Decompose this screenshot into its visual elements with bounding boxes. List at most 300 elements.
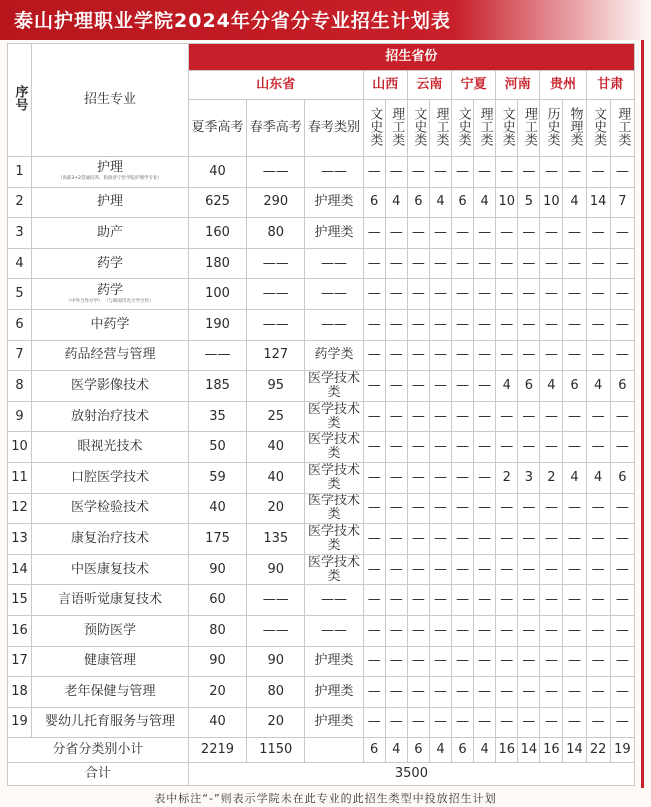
province-count: —	[385, 157, 407, 188]
subtotal-category	[305, 738, 363, 763]
province-count: —	[610, 707, 634, 738]
major-name	[32, 371, 189, 402]
row-index: 9	[8, 401, 32, 432]
summer-count: 100	[188, 279, 246, 310]
spring-category: 护理类	[305, 646, 363, 677]
province-count: —	[385, 585, 407, 616]
province-header: 甘肃	[586, 71, 634, 100]
major-label: 药学	[96, 282, 123, 298]
province-count: —	[586, 493, 610, 524]
province-count: —	[540, 309, 563, 340]
province-subcol-header: 理工类	[429, 100, 451, 157]
province-count: —	[563, 615, 586, 646]
spring-count: ——	[247, 248, 305, 279]
province-count: 4	[540, 371, 563, 402]
province-count: —	[452, 493, 474, 524]
province-count: —	[363, 493, 385, 524]
spring-category: 医学技术类	[305, 493, 363, 524]
province-count: —	[518, 585, 540, 616]
spring-category: 医学技术类	[305, 371, 363, 402]
province-count: —	[474, 615, 496, 646]
row-index: 12	[8, 493, 32, 524]
province-count: —	[452, 279, 474, 310]
province-count: —	[429, 371, 451, 402]
province-count: —	[474, 371, 496, 402]
total-value: 3500	[188, 763, 634, 786]
province-count: —	[563, 218, 586, 249]
summer-count: 60	[188, 585, 246, 616]
province-count: 4	[429, 187, 451, 218]
province-count: —	[385, 462, 407, 493]
province-count: —	[452, 554, 474, 585]
province-subcol-header: 理工类	[385, 100, 407, 157]
major-label: 护理	[96, 194, 123, 210]
province-count: —	[407, 279, 429, 310]
subtotal-province: 4	[429, 738, 451, 763]
spring-category: ——	[305, 615, 363, 646]
spring-category: 药学类	[305, 340, 363, 371]
province-count: —	[563, 646, 586, 677]
province-subcol-header: 理工类	[474, 100, 496, 157]
spring-count: 90	[247, 554, 305, 585]
province-count: —	[407, 248, 429, 279]
province-count: —	[407, 524, 429, 555]
province-count: —	[474, 646, 496, 677]
subtotal-province: 4	[385, 738, 407, 763]
row-index: 7	[8, 340, 32, 371]
province-count: —	[385, 218, 407, 249]
col-header-category: 春考类别	[305, 100, 363, 157]
spring-category: 护理类	[305, 677, 363, 708]
spring-category: 护理类	[305, 218, 363, 249]
table-row	[8, 493, 635, 524]
province-count: —	[363, 401, 385, 432]
spring-count: ——	[247, 585, 305, 616]
province-count: —	[385, 279, 407, 310]
province-count: —	[610, 493, 634, 524]
province-count: —	[385, 615, 407, 646]
subtotal-label: 分省分类别小计	[8, 738, 189, 763]
province-count: —	[540, 248, 563, 279]
province-subcol-header: 文史类	[363, 100, 385, 157]
province-count: —	[540, 157, 563, 188]
province-count: —	[474, 157, 496, 188]
province-subcol-header: 理工类	[610, 100, 634, 157]
province-count: —	[496, 279, 518, 310]
province-count: —	[474, 677, 496, 708]
province-count: —	[610, 615, 634, 646]
table-row	[8, 707, 635, 738]
province-count: 14	[586, 187, 610, 218]
subtotal-province: 22	[586, 738, 610, 763]
province-count: 2	[540, 462, 563, 493]
row-index: 10	[8, 432, 32, 463]
row-index: 6	[8, 309, 32, 340]
province-count: 6	[407, 187, 429, 218]
major-header: 招生专业	[32, 44, 189, 157]
province-count: —	[452, 707, 474, 738]
province-count: —	[474, 462, 496, 493]
spring-category: ——	[305, 279, 363, 310]
province-count: —	[363, 432, 385, 463]
province-count: —	[610, 279, 634, 310]
province-count: —	[610, 677, 634, 708]
table-row	[8, 615, 635, 646]
major-name	[32, 524, 189, 555]
province-count: —	[363, 462, 385, 493]
province-count: —	[540, 646, 563, 677]
province-count: —	[563, 524, 586, 555]
table-row	[8, 218, 635, 249]
province-count: —	[429, 646, 451, 677]
province-count: —	[496, 677, 518, 708]
row-index: 13	[8, 524, 32, 555]
summer-count: 160	[188, 218, 246, 249]
major-name	[32, 462, 189, 493]
province-count: —	[586, 279, 610, 310]
major-name	[32, 585, 189, 616]
major-label: 中药学	[90, 316, 130, 332]
province-count: —	[407, 157, 429, 188]
major-label: 预防医学	[83, 622, 136, 638]
major-label: 口腔医学技术	[70, 469, 149, 485]
province-count: —	[407, 493, 429, 524]
province-header: 宁夏	[452, 71, 496, 100]
province-count: —	[429, 615, 451, 646]
province-count: —	[496, 554, 518, 585]
table-row	[8, 279, 635, 310]
table-row	[8, 585, 635, 616]
summer-count: 20	[188, 677, 246, 708]
province-count: —	[496, 646, 518, 677]
table-row	[8, 432, 635, 463]
province-count: —	[496, 157, 518, 188]
major-name	[32, 401, 189, 432]
spring-category: 医学技术类	[305, 524, 363, 555]
province-count: —	[610, 248, 634, 279]
province-count: —	[385, 524, 407, 555]
province-count: —	[385, 401, 407, 432]
major-label: 医学影像技术	[70, 377, 149, 393]
province-count: —	[363, 340, 385, 371]
spring-count: ——	[247, 157, 305, 188]
province-header: 云南	[407, 71, 451, 100]
table-row	[8, 462, 635, 493]
province-count: —	[610, 585, 634, 616]
province-count: —	[496, 493, 518, 524]
province-subcol-header: 历史类	[540, 100, 563, 157]
province-subcol-header: 文史类	[452, 100, 474, 157]
province-count: —	[518, 554, 540, 585]
province-count: —	[540, 585, 563, 616]
province-count: —	[407, 677, 429, 708]
summer-count: ——	[188, 340, 246, 371]
province-count: —	[496, 615, 518, 646]
province-count: 10	[496, 187, 518, 218]
province-count: —	[363, 279, 385, 310]
row-index: 18	[8, 677, 32, 708]
province-count: —	[429, 462, 451, 493]
province-count: —	[363, 615, 385, 646]
col-header-spring: 春季高考	[247, 100, 305, 157]
province-count: —	[407, 401, 429, 432]
subtotal-province: 14	[563, 738, 586, 763]
province-count: —	[407, 432, 429, 463]
province-subcol-header: 文史类	[586, 100, 610, 157]
decorative-right-border	[641, 40, 644, 788]
province-count: —	[563, 248, 586, 279]
spring-category: ——	[305, 309, 363, 340]
province-count: —	[518, 493, 540, 524]
province-count: —	[540, 707, 563, 738]
subtotal-province: 16	[540, 738, 563, 763]
table-row	[8, 248, 635, 279]
province-count: 4	[474, 187, 496, 218]
province-count: —	[518, 524, 540, 555]
spring-category: 护理类	[305, 187, 363, 218]
province-count: —	[452, 462, 474, 493]
province-count: —	[496, 707, 518, 738]
province-count: —	[518, 677, 540, 708]
spring-count: 135	[247, 524, 305, 555]
province-count: —	[385, 309, 407, 340]
province-count: 6	[363, 187, 385, 218]
province-count: 4	[385, 187, 407, 218]
spring-count: ——	[247, 309, 305, 340]
spring-category: 医学技术类	[305, 462, 363, 493]
summer-count: 90	[188, 554, 246, 585]
province-count: 3	[518, 462, 540, 493]
table-row	[8, 309, 635, 340]
spring-count: 90	[247, 646, 305, 677]
province-count: —	[496, 309, 518, 340]
province-count: —	[610, 309, 634, 340]
spring-count: 80	[247, 218, 305, 249]
table-row	[8, 157, 635, 188]
major-label: 药学	[96, 255, 123, 271]
major-name	[32, 554, 189, 585]
major-name	[32, 707, 189, 738]
province-count: —	[518, 707, 540, 738]
province-count: —	[563, 493, 586, 524]
province-count: —	[610, 340, 634, 371]
spring-count: 290	[247, 187, 305, 218]
province-count: —	[563, 585, 586, 616]
province-count: —	[363, 646, 385, 677]
province-count: —	[363, 524, 385, 555]
summer-count: 190	[188, 309, 246, 340]
subtotal-province: 4	[474, 738, 496, 763]
spring-category: ——	[305, 157, 363, 188]
province-count: —	[429, 585, 451, 616]
table-row	[8, 401, 635, 432]
table-row	[8, 340, 635, 371]
province-count: —	[540, 493, 563, 524]
province-count: —	[407, 646, 429, 677]
province-count: —	[452, 585, 474, 616]
summer-count: 59	[188, 462, 246, 493]
table-row	[8, 524, 635, 555]
province-count: —	[586, 218, 610, 249]
province-count: 4	[586, 371, 610, 402]
province-count: —	[452, 309, 474, 340]
province-count: —	[586, 157, 610, 188]
major-label: 婴幼儿托育服务与管理	[44, 714, 175, 730]
province-count: —	[496, 585, 518, 616]
footnote: 表中标注“-”则表示学院未在此专业的此招生类型中投放招生计划	[154, 792, 497, 805]
province-count: —	[385, 248, 407, 279]
province-count: —	[474, 554, 496, 585]
province-count: —	[385, 646, 407, 677]
major-label: 药品经营与管理	[64, 347, 156, 363]
province-count: —	[429, 248, 451, 279]
spring-category: 护理类	[305, 707, 363, 738]
summer-count: 40	[188, 493, 246, 524]
province-count: —	[407, 615, 429, 646]
province-count: —	[429, 218, 451, 249]
page-title: 泰山护理职业学院2024年分省分专业招生计划表	[14, 10, 451, 32]
major-note: （高职3+2贯通培养，衔接济宁医学院护理学专业）	[57, 176, 162, 182]
province-count: 10	[540, 187, 563, 218]
table-row	[8, 677, 635, 708]
province-count: —	[474, 401, 496, 432]
major-name	[32, 248, 189, 279]
province-count: 6	[610, 462, 634, 493]
major-name	[32, 615, 189, 646]
province-count: 4	[563, 187, 586, 218]
subtotal-province: 6	[452, 738, 474, 763]
spring-category: ——	[305, 585, 363, 616]
spring-count: 25	[247, 401, 305, 432]
province-count: —	[586, 646, 610, 677]
province-count: —	[452, 401, 474, 432]
province-count: —	[563, 157, 586, 188]
spring-count: 95	[247, 371, 305, 402]
province-count: —	[474, 309, 496, 340]
summer-count: 180	[188, 248, 246, 279]
province-count: —	[363, 554, 385, 585]
major-name	[32, 677, 189, 708]
province-count: —	[563, 554, 586, 585]
province-count: —	[518, 248, 540, 279]
row-index: 17	[8, 646, 32, 677]
summer-count: 50	[188, 432, 246, 463]
summer-count: 40	[188, 707, 246, 738]
major-name	[32, 646, 189, 677]
row-index: 15	[8, 585, 32, 616]
province-count: —	[518, 279, 540, 310]
province-count: 6	[610, 371, 634, 402]
province-count: —	[363, 157, 385, 188]
province-count: —	[429, 279, 451, 310]
province-count: —	[385, 432, 407, 463]
province-count: 7	[610, 187, 634, 218]
summer-count: 625	[188, 187, 246, 218]
table-row	[8, 554, 635, 585]
province-count: —	[452, 615, 474, 646]
row-index: 1	[8, 157, 32, 188]
major-label: 放射治疗技术	[70, 408, 149, 424]
province-count: —	[496, 524, 518, 555]
major-name	[32, 493, 189, 524]
province-count: —	[518, 309, 540, 340]
province-count: —	[563, 432, 586, 463]
province-count: —	[429, 432, 451, 463]
province-count: —	[407, 585, 429, 616]
province-count: —	[363, 371, 385, 402]
row-index: 8	[8, 371, 32, 402]
province-count: 4	[496, 371, 518, 402]
province-count: —	[429, 707, 451, 738]
subtotal-summer: 2219	[188, 738, 246, 763]
province-count: —	[407, 218, 429, 249]
subtotal-province: 6	[363, 738, 385, 763]
col-header-summer: 夏季高考	[188, 100, 246, 157]
major-name	[32, 309, 189, 340]
province-count: —	[540, 340, 563, 371]
province-count: —	[563, 279, 586, 310]
major-label: 护理	[96, 160, 123, 176]
summer-count: 35	[188, 401, 246, 432]
province-count: —	[452, 218, 474, 249]
major-name	[32, 187, 189, 218]
province-count: —	[363, 585, 385, 616]
province-count: —	[518, 646, 540, 677]
summer-count: 40	[188, 157, 246, 188]
spring-count: 80	[247, 677, 305, 708]
province-header: 山西	[363, 71, 407, 100]
province-count: —	[407, 309, 429, 340]
province-count: —	[385, 554, 407, 585]
province-count: —	[610, 646, 634, 677]
province-count: —	[474, 432, 496, 463]
total-row	[8, 763, 635, 786]
province-count: —	[496, 401, 518, 432]
province-count: —	[474, 248, 496, 279]
province-count: —	[540, 401, 563, 432]
subtotal-province: 6	[407, 738, 429, 763]
province-count: 6	[518, 371, 540, 402]
province-count: —	[586, 248, 610, 279]
province-count: 2	[496, 462, 518, 493]
province-count: —	[586, 707, 610, 738]
province-count: —	[407, 707, 429, 738]
row-index: 5	[8, 279, 32, 310]
province-count: —	[452, 432, 474, 463]
province-count: —	[363, 218, 385, 249]
spring-category: 医学技术类	[305, 554, 363, 585]
spring-count: 20	[247, 707, 305, 738]
province-header: 河南	[496, 71, 540, 100]
province-count: —	[429, 493, 451, 524]
province-count: —	[563, 309, 586, 340]
province-count: —	[496, 248, 518, 279]
province-count: —	[385, 371, 407, 402]
province-count: —	[474, 218, 496, 249]
major-note: （中外合作办学） （与韩国诗光大学合作）	[66, 298, 154, 304]
province-count: —	[610, 157, 634, 188]
province-count: 4	[563, 462, 586, 493]
spring-category: 医学技术类	[305, 401, 363, 432]
major-label: 健康管理	[83, 653, 136, 669]
province-count: —	[363, 248, 385, 279]
province-count: —	[452, 646, 474, 677]
major-name	[32, 279, 189, 310]
table-row	[8, 187, 635, 218]
province-count: —	[452, 340, 474, 371]
province-count: —	[429, 157, 451, 188]
total-label: 合计	[8, 763, 189, 786]
